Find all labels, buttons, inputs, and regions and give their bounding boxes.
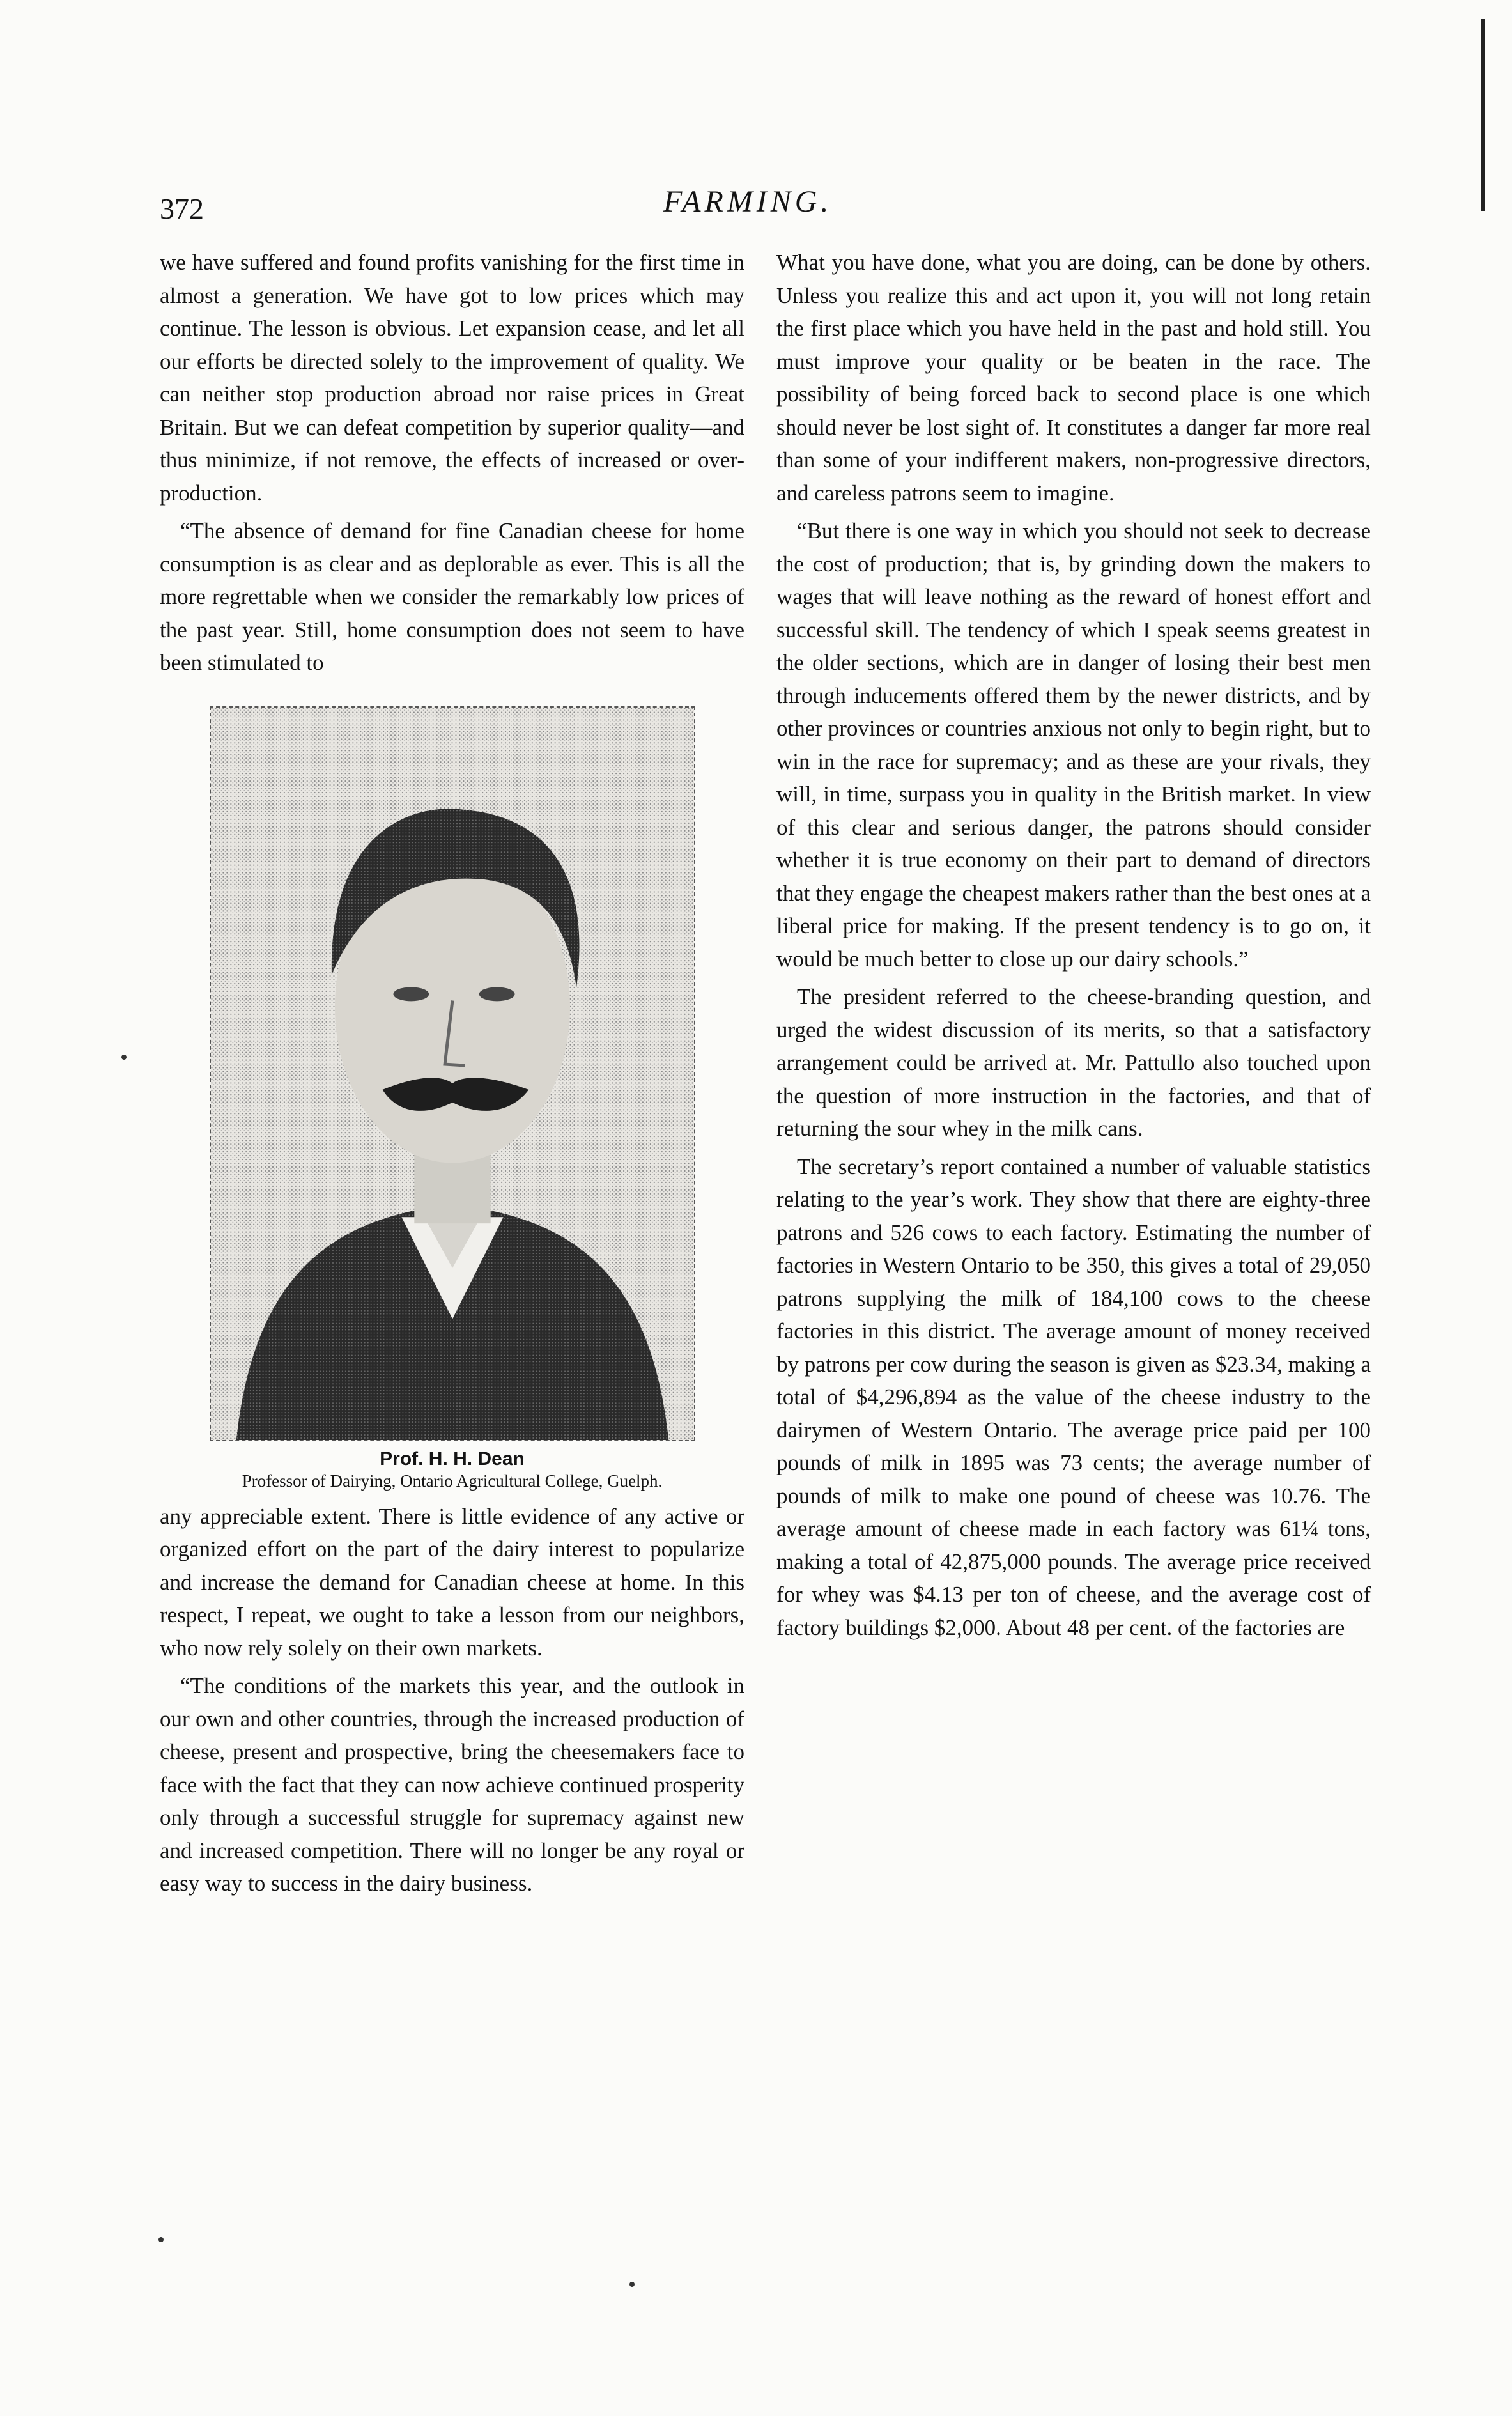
caption-role: Professor of Dairying, Ontario Agricultural College, Guelph. (242, 1471, 663, 1491)
caption-name: Prof. H. H. Dean (380, 1448, 525, 1469)
paragraph: The secretary’s report contained a number of valuable statistics relating to the year’s work. They show that there are eighty-three patrons and 526 cows to each factory. Estimating the number of factories in Western Ontario to be 350, this gives a total of 29,050 patrons supplying the milk of 184,100 cows to the cheese factories in this district. The average amount of money received by patrons per cow during the season is given as $23.34, making a total of $4,296,894 as the value of the cheese industry to the dairymen of Western Ontario. The average price paid per 100 pounds of milk in 1895 was 73 cents; the average number of pounds of milk to make one pound of cheese was 10.76. The average amount of cheese made in each factory was 61¼ tons, making a total of 42,875,000 pounds. The average price received for whey was $4.13 per ton of cheese, and the average cost of factory buildings $2,000. About 48 per cent. of the factories are (776, 1154, 1371, 1640)
right-column (776, 246, 1371, 1644)
portrait-figure (200, 706, 705, 1491)
speck (121, 1055, 127, 1060)
page-number: 372 (160, 192, 204, 225)
paragraph: “The absence of demand for fine Canadian cheese for home consumption is as clear and as deplorable as ever. This is all the more regrettable when we consider the remarkably low prices of the past year. Still, home consumption does not seem to have been stimulated to (160, 518, 744, 675)
running-head: FARMING. (663, 185, 833, 219)
paragraph: The president referred to the cheese-branding question, and urged the widest discussion of its merits, so that a satisfactory arrangement could be arrived at. Mr. Pattullo also touched upon the question of more instruction in the factories, and that of returning the sour whey in the milk cans. (776, 984, 1371, 1141)
speck (629, 2282, 635, 2287)
margin-rule (1481, 19, 1485, 211)
paragraph: What you have done, what you are doing, can be done by others. Unless you realize this and act upon it, you will not long retain the first place which you have held in the past and hold still. You must improve your quality or be beaten in the race. The possibility of being forced back to second place is one which should never be lost sight of. It constitutes a danger far more real than some of your indifferent makers, non-progressive directors, and careless patrons seem to imagine. (776, 250, 1371, 506)
paragraph: we have suffered and found profits vanishing for the first time in almost a generation. We have got to low prices which may continue. The lesson is obvious. Let expansion cease, and let all our efforts be directed solely to the improvement of quality. We can neither stop production abroad nor raise prices in Great Britain. But we can defeat competition by superior quality—and thus minimize, if not remove, the effects of increased or over-production. (160, 250, 744, 506)
portrait-illustration (211, 708, 694, 1440)
paragraph: “But there is one way in which you should not seek to decrease the cost of production; that is, by grinding down the makers to wages that will leave nothing as the reward of honest effort and successful skill. The tendency of which I speak seems greatest in the older sections, which are in danger of losing their best men through inducements offered them by the newer districts, and by other provinces or countries anxious not only to begin right, but to win in the race for supremacy; and as these are your rivals, they will, in time, surpass you in quality in the British market. In view of this clear and serious danger, the patrons should consider whether it is true economy on their part to demand of directors that they engage the cheapest makers rather than the best ones at a liberal price for making. If the present tendency is to go on, it would be much better to close up our dairy schools.” (776, 518, 1371, 972)
speck (158, 2237, 164, 2242)
paragraph: any appreciable extent. There is little evidence of any active or organized effort on the part of the dairy interest to popularize and increase the demand for Canadian cheese at home. In this respect, I repeat, we ought to take a lesson from our neighbors, who now rely solely on their own markets. (160, 1503, 744, 1661)
paragraph: “The conditions of the markets this year, and the outlook in our own and other countries, through the increased production of cheese, present and prospective, bring the cheesemakers face to face with the fact that they can now achieve continued prosperity only through a successful struggle for supremacy against new and increased competition. There will no longer be any royal or easy way to success in the dairy business. (160, 1673, 744, 1896)
portrait-photo (210, 706, 695, 1441)
left-column (160, 246, 744, 1900)
